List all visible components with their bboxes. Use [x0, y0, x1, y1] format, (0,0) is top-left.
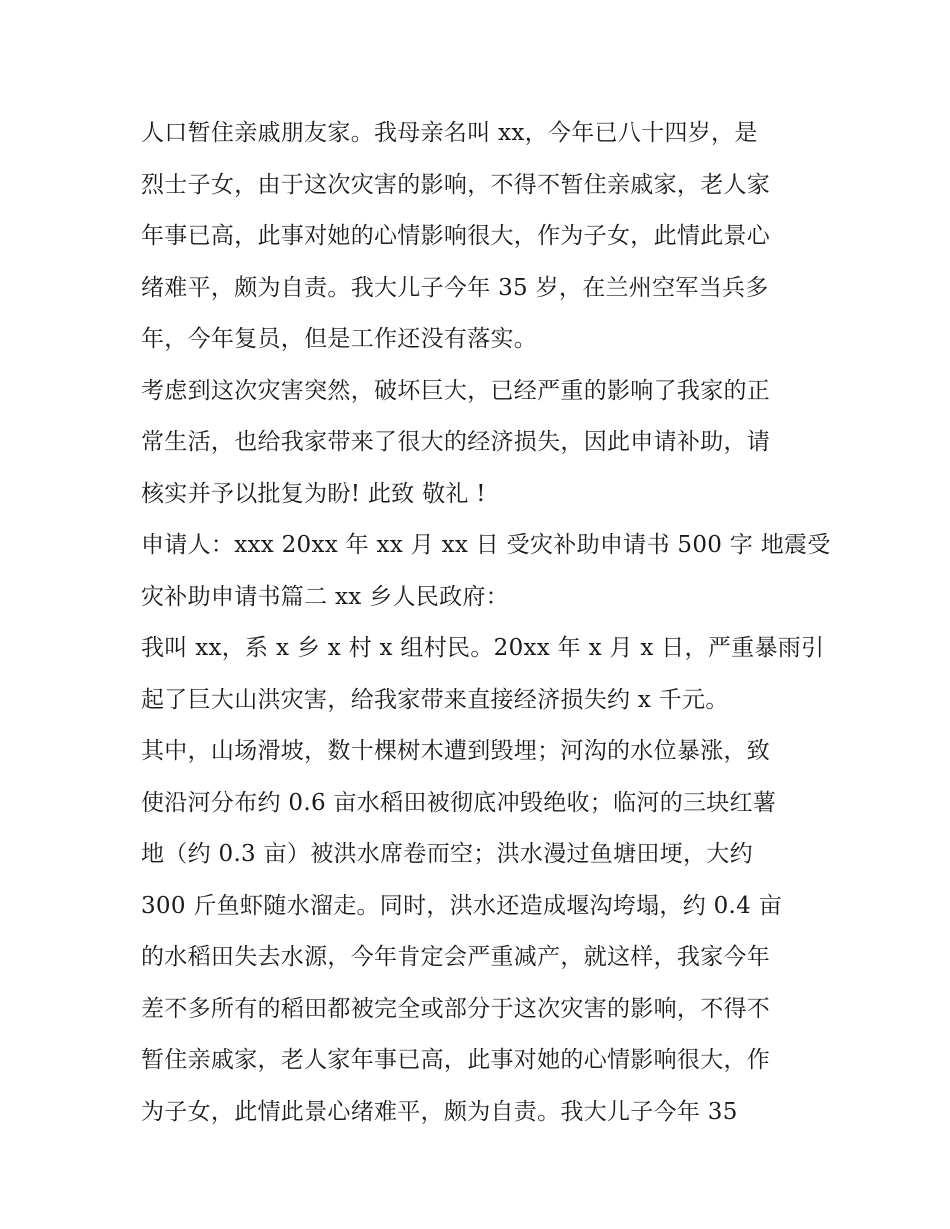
text-line: 地（约 0.3 亩）被洪水席卷而空；洪水漫过鱼塘田埂，大约: [141, 841, 753, 867]
text-line: 使沿河分布约 0.6 亩水稻田被彻底冲毁绝收；临河的三块红薯: [141, 789, 777, 816]
text-line: 人口暂住亲戚朋友家。我母亲名叫 xx，今年已八十四岁，是: [141, 120, 758, 146]
text-line: 其中，山场滑坡，数十棵树木遭到毁埋；河沟的水位暴涨，致: [141, 738, 771, 764]
text-line: 绪难平，颇为自责。我大儿子今年 35 岁，在兰州空军当兵多: [141, 274, 769, 301]
text-line: 我叫 xx，系 x 乡 x 村 x 组村民。20xx 年 x 月 x 日，严重暴雨引: [141, 635, 825, 661]
text-line: 灾补助申请书篇二 xx 乡人民政府：: [141, 583, 509, 610]
text-line: 常生活，也给我家带来了很大的经济损失，因此申请补助，请: [141, 429, 771, 455]
text-line: 考虑到这次灾害突然，破坏巨大，已经严重的影响了我家的正: [141, 377, 771, 404]
text-line: 申请人：xxx 20xx 年 xx 月 xx 日 受灾补助申请书 500 字 地震受: [141, 532, 831, 558]
text-line: 300 斤鱼虾随水溜走。同时，洪水还造成堰沟垮塌，约 0.4 亩: [141, 892, 783, 919]
text-line: 为子女，此情此景心绪难平，颇为自责。我大儿子今年 35: [141, 1098, 738, 1125]
text-line: 年，今年复员，但是工作还没有落实。: [141, 326, 538, 352]
text-line: 起了巨大山洪灾害，给我家带来直接经济损失约 x 千元。: [141, 686, 729, 713]
text-line: 年事已高，此事对她的心情影响很大，作为子女，此情此景心: [141, 223, 771, 249]
text-line: 烈士子女，由于这次灾害的影响，不得不暂住亲戚家，老人家: [141, 171, 771, 198]
text-line: 差不多所有的稻田都被完全或部分于这次灾害的影响，不得不: [141, 995, 771, 1022]
text-line: 核实并予以批复为盼! 此致 敬礼 !: [141, 480, 486, 507]
text-line: 的水稻田失去水源，今年肯定会严重减产，就这样，我家今年: [141, 944, 771, 970]
document-body-text: [141, 108, 831, 1138]
text-line: 暂住亲戚家，老人家年事已高，此事对她的心情影响很大，作: [141, 1047, 771, 1073]
